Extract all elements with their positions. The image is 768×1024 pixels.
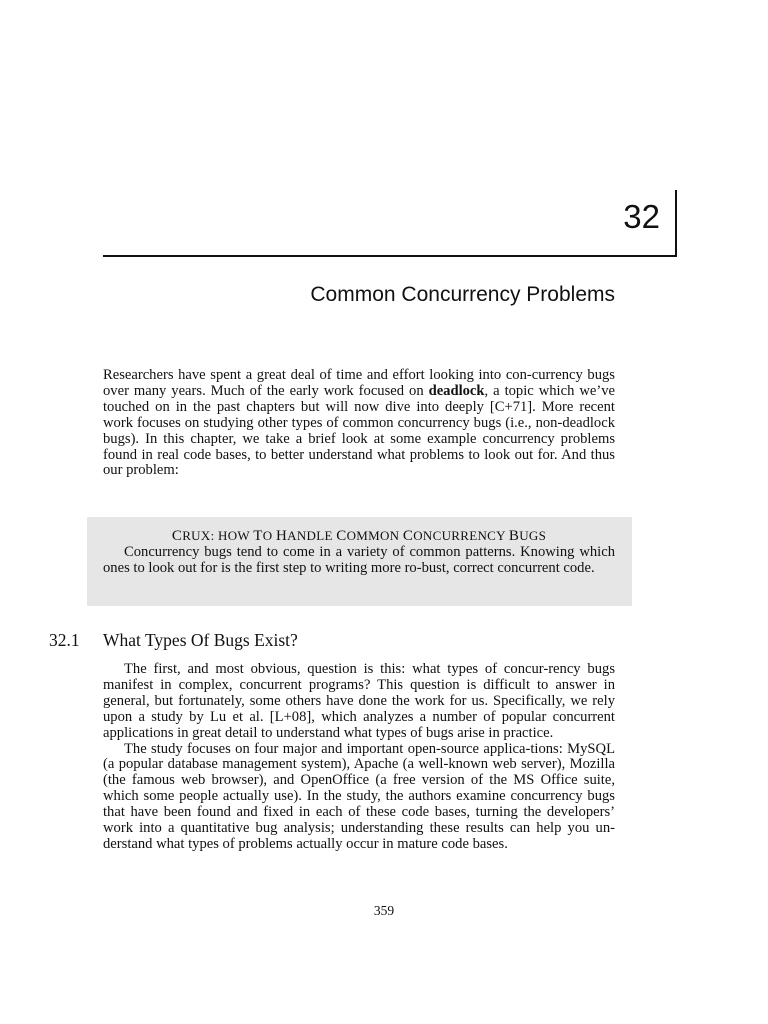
chapter-vertical-rule <box>675 190 677 257</box>
intro-bold-term: deadlock <box>428 382 485 399</box>
chapter-number: 32 <box>623 198 660 235</box>
section-paragraph-1: The first, and most obvious, question is this: what types of concur-rency bugs manifest in complex, concurrent programs? This question is difficult to answer in general, but fortunately, some others have done the work for us. Specifically, we rely upon a study by Lu et al. [L+08], which analyzes a number of popular concurrent applications in great detail to understand what types of bugs arise in practice. <box>103 661 615 741</box>
crux-text: Concurrency bugs tend to come in a variety of common patterns. Knowing which ones to look out for is the first step to writing more ro-bust, correct concurrent code. <box>103 543 615 576</box>
intro-text-after: , a topic which we’ve touched on in the past chapters but will now dive into deeply [C+71]. More recent work focuses on studying other types of common concurrency bugs (i.e., non-deadlock bugs). In this chapter, we take a brief look at some example concurrency problems found in real code bases, to better understand what problems to look out for. And thus our problem: <box>103 382 615 479</box>
section-body <box>103 662 615 853</box>
intro-text-before: Researchers have spent a great deal of time and effort looking into con-currency bugs over many years. Much of the early work focused on <box>103 367 615 399</box>
section-number: 32.1 <box>49 630 80 650</box>
crux-title: CRUX: HOW TO HANDLE COMMON CONCURRENCY BUGS <box>171 528 547 544</box>
section-title: What Types Of Bugs Exist? <box>103 630 298 650</box>
section-paragraph-2: The study focuses on four major and important open-source applica-tions: MySQL (a popular database management system), Apache (a well-known web server), Mozilla (the famous web browser), and OpenOffice (a free version of the MS Office suite, which some people actually use). In the study, the authors examine concurrency bugs that have been found and fixed in each of these code bases, turning the developers’ work into a quantitative bug analysis; understanding these results can help you un-derstand what types of problems actually occur in mature code bases. <box>103 740 615 852</box>
section-heading <box>49 630 298 651</box>
intro-paragraph <box>103 368 615 479</box>
page-number: 359 <box>373 903 395 918</box>
chapter-title: Common Concurrency Problems <box>310 283 615 306</box>
crux-box <box>87 517 632 606</box>
chapter-horizontal-rule <box>103 255 677 257</box>
